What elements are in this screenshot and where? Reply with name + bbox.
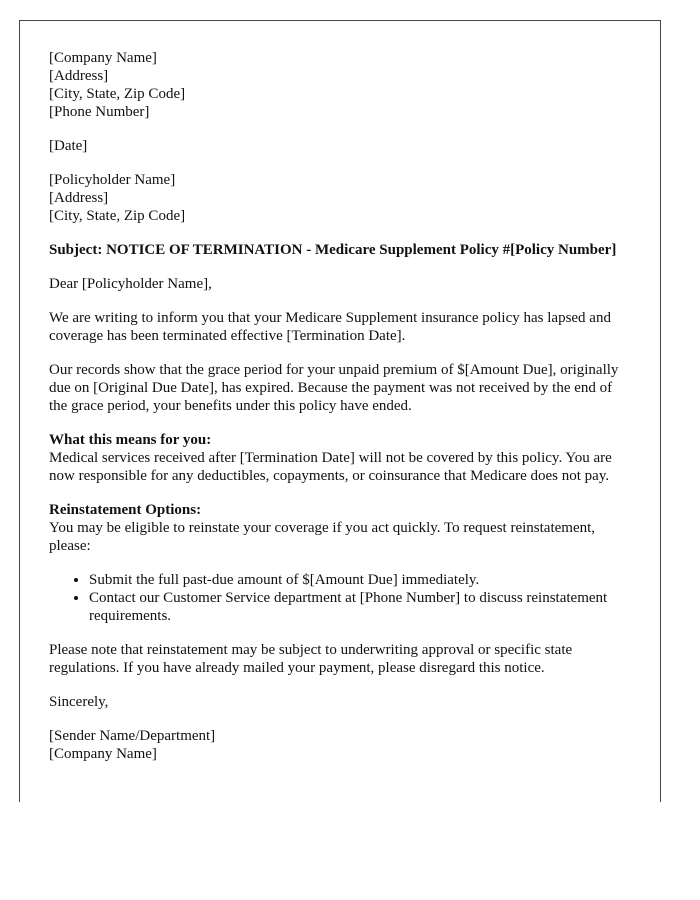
- section-heading: What this means for you:: [49, 432, 212, 448]
- list-item: • Contact our Customer Service department at [Phone Number] to discuss reinstatement requirements.: [89, 589, 631, 625]
- sender-company: [Company Name]: [49, 50, 157, 66]
- signature-block: [49, 727, 631, 763]
- section-heading: Reinstatement Options:: [49, 502, 202, 518]
- sender-city: [City, State, Zip Code]: [49, 86, 186, 102]
- section-text: Medical services received after [Termination Date] will not be covered by this policy. You are now responsible for any deductibles, copayments, or coinsurance that Medicare does not pay.: [49, 450, 612, 484]
- salutation: Dear [Policyholder Name],: [49, 276, 212, 292]
- recipient-city: [City, State, Zip Code]: [49, 208, 186, 224]
- section-what-this-means: [49, 431, 631, 485]
- recipient-name: [Policyholder Name]: [49, 172, 176, 188]
- closing: Sincerely,: [49, 694, 109, 710]
- recipient-address: [Address]: [49, 190, 109, 206]
- letter-page: [19, 20, 661, 802]
- sender-phone: [Phone Number]: [49, 104, 150, 120]
- section-text: You may be eligible to reinstate your coverage if you act quickly. To request reinstatement, please:: [49, 520, 596, 554]
- signature-sender: [Sender Name/Department]: [49, 728, 216, 744]
- letter-date: [Date]: [49, 138, 88, 154]
- sender-address-block: [49, 49, 631, 121]
- sender-address: [Address]: [49, 68, 109, 84]
- section-reinstatement: [49, 501, 631, 555]
- paragraph-note: Please note that reinstatement may be subject to underwriting approval or specific state regulations. If you have already mailed your payment, please disregard this notice.: [49, 642, 573, 676]
- reinstatement-steps-list: [49, 571, 631, 625]
- list-item: • Submit the full past-due amount of $[Amount Due] immediately.: [89, 571, 631, 589]
- signature-company: [Company Name]: [49, 746, 157, 762]
- paragraph-termination: We are writing to inform you that your Medicare Supplement insurance policy has lapsed and coverage has been terminated effective [Termination Date].: [49, 310, 611, 344]
- subject-line: Subject: NOTICE OF TERMINATION - Medicare Supplement Policy #[Policy Number]: [49, 242, 617, 258]
- recipient-address-block: [49, 171, 631, 225]
- paragraph-grace-period: Our records show that the grace period for your unpaid premium of $[Amount Due], originally due on [Original Due Date], has expired. Because the payment was not received by the end of the grace period, your benefits under this policy have ended.: [49, 362, 619, 414]
